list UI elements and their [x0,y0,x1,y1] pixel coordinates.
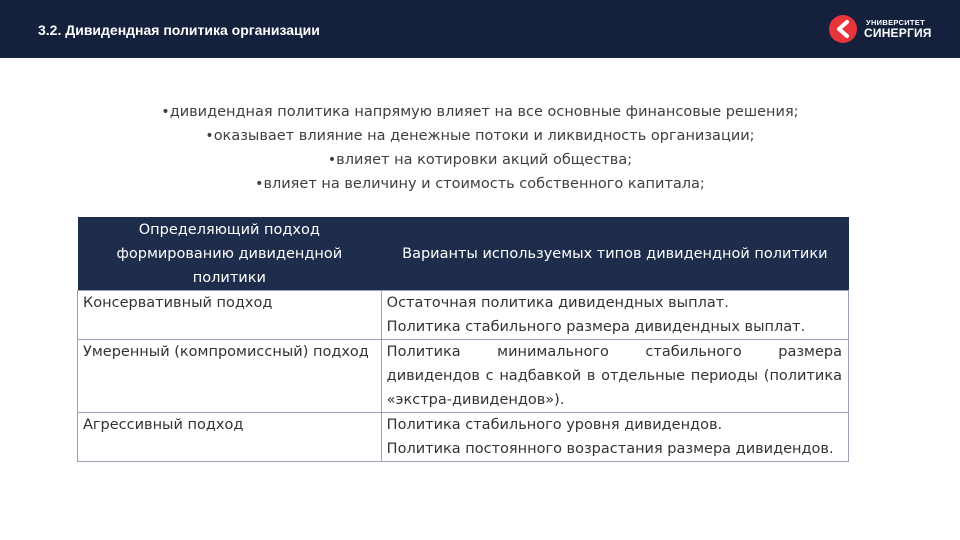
table-header-row [78,217,849,291]
table-row [78,340,849,413]
slide-title: 3.2. Дивидендная политика организации [38,22,320,38]
variant-item: Политика стабильного размера дивидендных выплат. [386,319,806,335]
column-header-variants: Варианты используемых типов дивидендной политики [381,217,848,291]
variant-item: Политика постоянного возрастания размера дивидендов. [386,441,834,457]
bullet-item: •оказывает влияние на денежные потоки и ликвидность организации; [205,128,755,144]
logo-text-university: УНИВЕРСИТЕТ [866,18,925,27]
table-row [78,413,849,462]
table-row [78,291,849,340]
approach-cell: Умеренный (компромиссный) подход [78,340,382,413]
column-header-approach: Определяющий подход формированию дивидендной политики [78,217,382,291]
synergy-logo-icon [828,14,858,44]
approach-cell: Консервативный подход [78,291,382,340]
variant-item: Политика стабильного уровня дивидендов. [386,417,723,433]
variants-cell [381,413,848,462]
approach-cell: Агрессивный подход [78,413,382,462]
bullet-item: •влияет на величину и стоимость собственного капитала; [255,176,705,192]
header-bar [0,0,960,58]
variant-item: Политика минимального стабильного размера дивидендов с надбавкой в отдельные периоды (политика «экстра-дивидендов»). [386,344,842,408]
variants-cell [381,291,848,340]
bullet-item: •влияет на котировки акций общества; [327,152,633,168]
bullet-item: •дивидендная политика напрямую влияет на все основные финансовые решения; [161,104,799,120]
logo-text-synergy: СИНЕРГИЯ [864,26,932,40]
dividend-policy-table [77,217,849,462]
university-logo [826,14,946,46]
variant-item: Остаточная политика дивидендных выплат. [386,295,729,311]
bullet-list [80,100,880,196]
variants-cell [381,340,848,413]
